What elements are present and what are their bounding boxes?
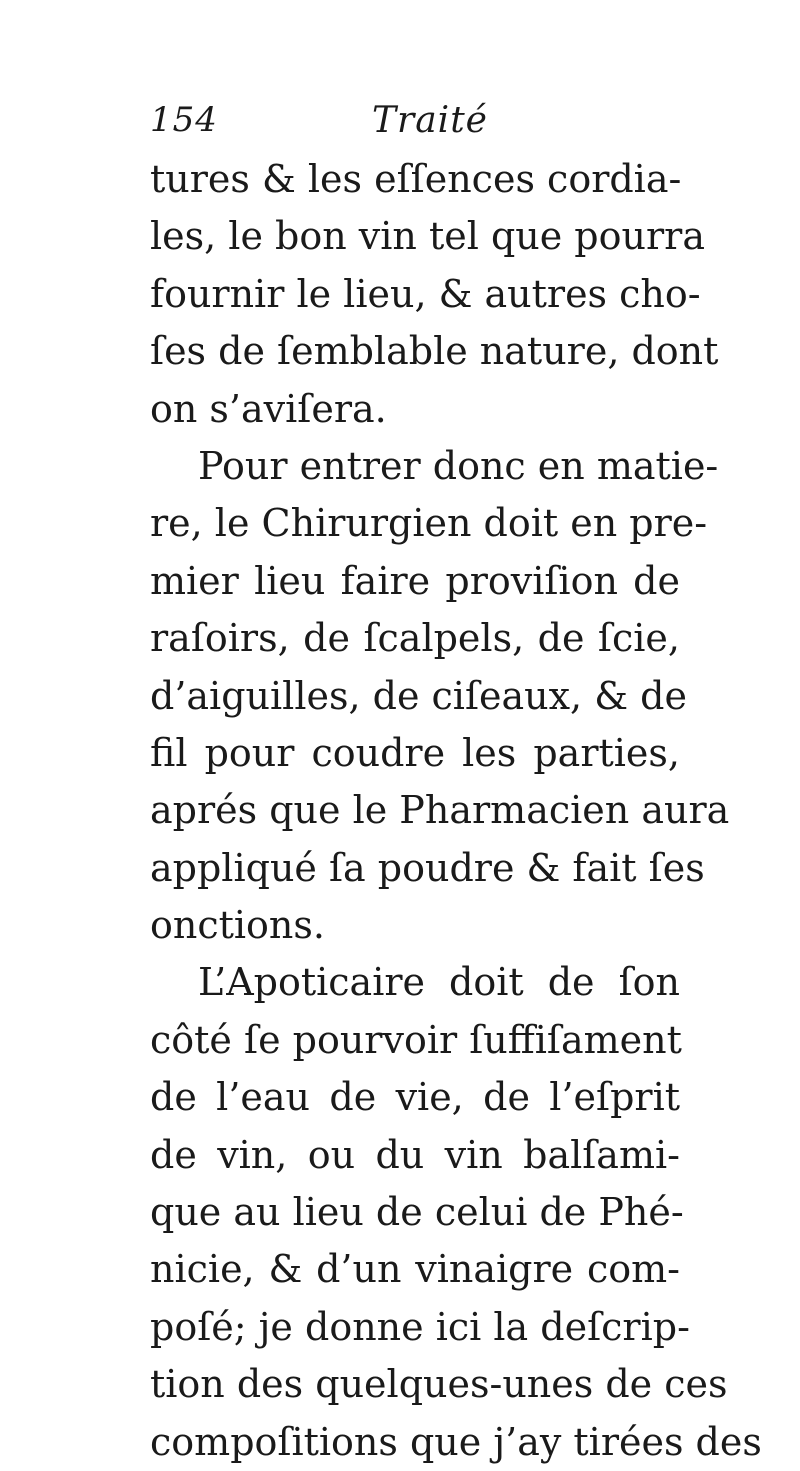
text-line: on s’aviſera. xyxy=(150,386,387,431)
text-line: re, le Chirurgien doit en pre- xyxy=(150,501,708,546)
text-line: tion des quelques-unes de ces xyxy=(150,1362,728,1407)
page-number: 154 xyxy=(150,100,218,140)
text-line: d’aiguilles, de ciſeaux, & de xyxy=(150,673,687,718)
text-line: ſes de ſemblable nature, dont xyxy=(150,329,719,374)
text-line: de l’eau de vie, de l’eſprit xyxy=(150,1075,680,1120)
text-line: fil pour coudre les parties, xyxy=(150,730,680,775)
text-line: nicie, & d’un vinaigre com- xyxy=(150,1247,680,1292)
text-line: onctions. xyxy=(150,903,325,948)
text-line: appliqué ſa poudre & fait ſes xyxy=(150,845,705,890)
text-line: compoſitions que j’ay tirées des xyxy=(150,1419,762,1464)
text-line: tures & les eſſences cordia- xyxy=(150,157,682,201)
text-line: que au lieu de celui de Phé- xyxy=(150,1190,684,1235)
text-line: mier lieu faire proviſion de xyxy=(150,558,680,603)
text-line: poſé; je donne ici la deſcrip- xyxy=(150,1304,690,1349)
text-line: raſoirs, de ſcalpels, de ſcie, xyxy=(150,616,680,661)
running-title: Traité xyxy=(372,100,488,141)
text-line: les, le bon vin tel que pourra xyxy=(150,214,705,259)
text-line: côté ſe pourvoir ſuffiſament xyxy=(150,1017,682,1062)
text-line: aprés que le Pharmacien aura xyxy=(150,788,730,833)
text-line: L’Apoticaire doit de ſon xyxy=(198,960,680,1005)
text-line: fournir le lieu, & autres cho- xyxy=(150,271,701,316)
running-head xyxy=(150,100,670,150)
text-line: de vin, ou du vin balſami- xyxy=(150,1132,680,1177)
body-text xyxy=(150,151,762,1471)
text-line: Pour entrer donc en matie- xyxy=(198,443,719,488)
